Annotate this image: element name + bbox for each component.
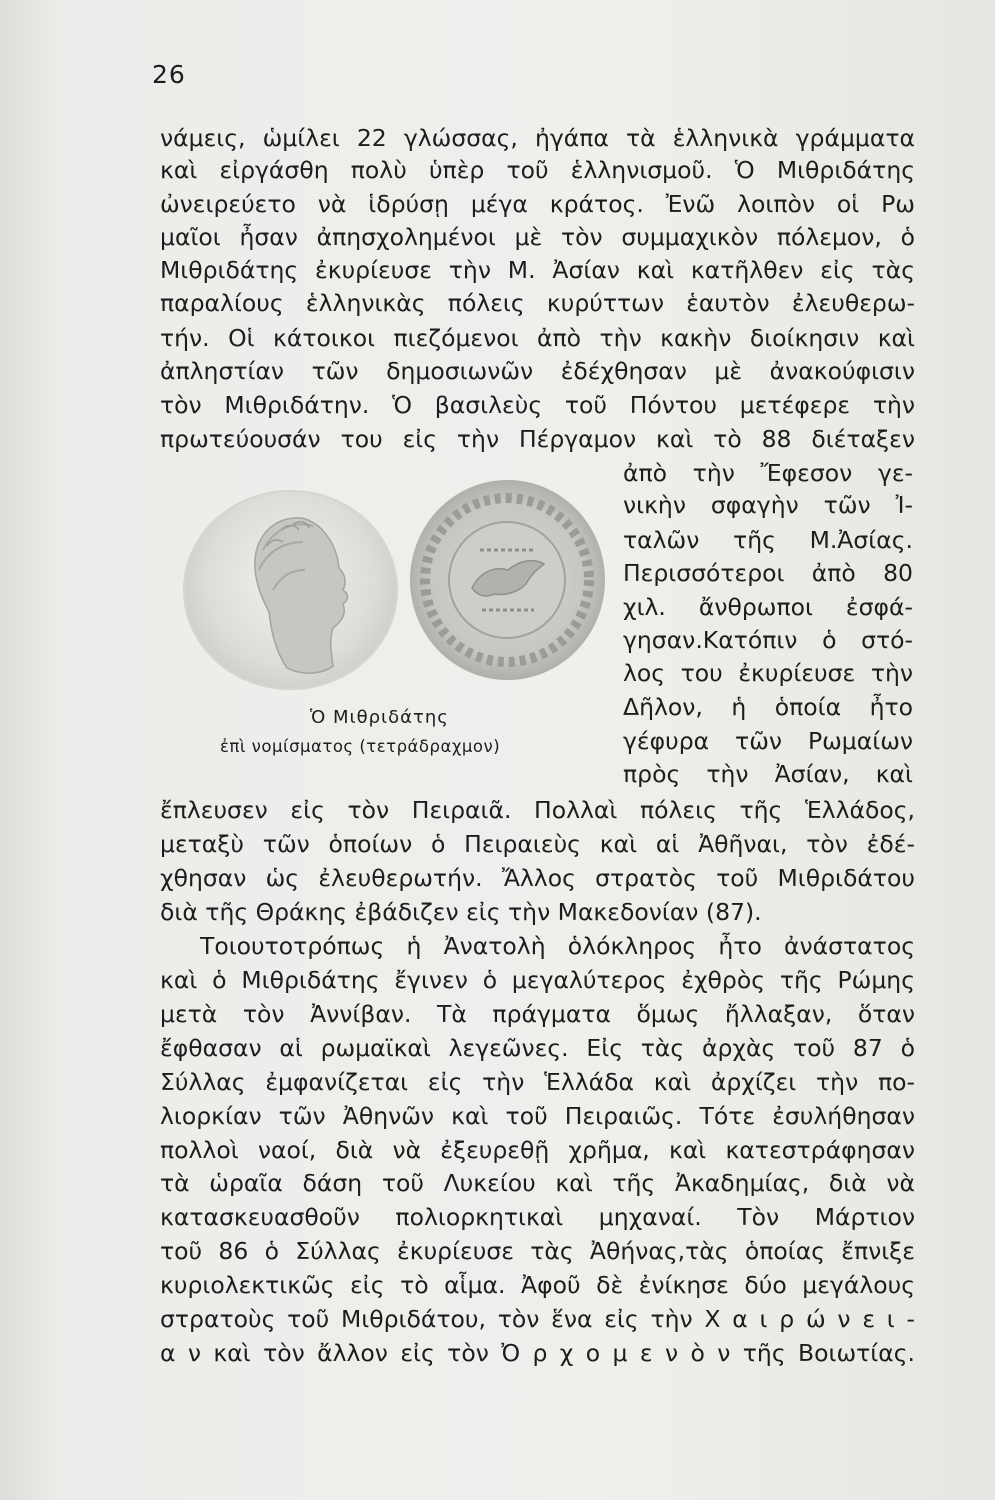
text-line: διὰ τῆς Θράκης ἐβάδιζεν εἰς τὴν Μακεδονίαν (87). bbox=[160, 898, 762, 926]
text-line: λος του ἐκυρίευσε τὴν bbox=[623, 659, 913, 687]
coin-portrait-icon bbox=[183, 490, 398, 690]
text-line: νάμεις, ὡμίλει 22 γλώσσας, ἠγάπα τὰ ἑλληνικὰ γράμματα bbox=[160, 124, 915, 152]
coin-reverse-pegasus-icon bbox=[410, 480, 605, 680]
text-line: τὸν Μιθριδάτην. Ὁ βασιλεὺς τοῦ Πόντου μετέφερε τὴν bbox=[160, 391, 915, 419]
text-line: κατασκευασθοῦν πολιορκητικαὶ μηχαναί. Τὸν Μάρτιον bbox=[160, 1203, 915, 1231]
text-line: μαῖοι ἦσαν ἀπησχολημένοι μὲ τὸν συμμαχικὸν πόλεμον, ὁ bbox=[160, 223, 915, 251]
text-line: ἔπλευσεν εἰς τὸν Πειραιᾶ. Πολλαὶ πόλεις τῆς Ἑλλάδος, bbox=[160, 796, 915, 824]
text-line: μεταξὺ τῶν ὁποίων ὁ Πειραιεὺς καὶ αἱ Ἀθῆναι, τὸν ἐδέ- bbox=[160, 830, 915, 858]
text-line: λιορκίαν τῶν Ἀθηνῶν καὶ τοῦ Πειραιῶς. Τότε ἐσυλήθησαν bbox=[160, 1102, 915, 1130]
text-line: καὶ εἰργάσθη πολὺ ὑπὲρ τοῦ ἑλληνισμοῦ. Ὁ Μιθριδάτης bbox=[160, 156, 915, 184]
text-line: Δῆλον, ἡ ὁποία ἦτο bbox=[623, 693, 913, 721]
text-line: ἀπὸ τὴν Ἔφεσον γε- bbox=[623, 459, 913, 487]
text-line: γησαν.Κατόπιν ὁ στό- bbox=[623, 626, 913, 654]
figure-caption-description: ἐπὶ νομίσματος (τετράδραχμον) bbox=[220, 737, 501, 756]
text-line: ἀπληστίαν τῶν δημοσιωνῶν ἐδέχθησαν μὲ ἀνακούφισιν bbox=[160, 357, 915, 385]
text-line: γέφυρα τῶν Ρωμαίων bbox=[623, 727, 913, 755]
text-line: πρωτεύουσάν του εἰς τὴν Πέργαμον καὶ τὸ 88 διέταξεν bbox=[160, 425, 915, 453]
text-line: Περισσότεροι ἀπὸ 80 bbox=[623, 559, 913, 587]
text-line: μετὰ τὸν Ἀννίβαν. Τὰ πράγματα ὅμως ἤλλαξαν, ὅταν bbox=[160, 1000, 915, 1028]
text-line: ἔφθασαν αἱ ρωμαϊκαὶ λεγεῶνες. Εἰς τὰς ἀρχὰς τοῦ 87 ὁ bbox=[160, 1034, 915, 1062]
text-line: παραλίους ἑλληνικὰς πόλεις κυρύττων ἑαυτὸν ἐλευθερω- bbox=[160, 289, 915, 317]
text-line: τὰ ὡραῖα δάση τοῦ Λυκείου καὶ τῆς Ἀκαδημίας, διὰ νὰ bbox=[160, 1169, 915, 1197]
text-line: α ν καὶ τὸν ἄλλον εἰς τὸν Ὀ ρ χ ο μ ε ν ὸ ν τῆς Βοιωτίας. bbox=[160, 1339, 915, 1367]
text-line: Σύλλας ἐμφανίζεται εἰς τὴν Ἑλλάδα καὶ ἀρχίζει τὴν πο- bbox=[160, 1068, 915, 1096]
page-number: 26 bbox=[152, 60, 186, 89]
text-line: καὶ ὁ Μιθριδάτης ἔγινεν ὁ μεγαλύτερος ἐχθρὸς τῆς Ρώμης bbox=[160, 966, 915, 994]
text-line: Μιθριδάτης ἐκυρίευσε τὴν Μ. Ἀσίαν καὶ κατῆλθεν εἰς τὰς bbox=[160, 256, 915, 284]
text-line: ταλῶν τῆς Μ.Ἀσίας. bbox=[623, 526, 913, 554]
text-line: χιλ. ἄνθρωποι ἐσφά- bbox=[623, 593, 913, 621]
text-line: χθησαν ὡς ἐλευθερωτήν. Ἄλλος στρατὸς τοῦ Μιθριδάτου bbox=[160, 864, 915, 892]
text-line: πρὸς τὴν Ἀσίαν, καὶ bbox=[623, 760, 913, 788]
figure-caption-name: Ὁ Μιθριδάτης bbox=[310, 707, 449, 728]
coin-figure bbox=[180, 470, 620, 800]
text-line: στρατοὺς τοῦ Μιθριδάτου, τὸν ἕνα εἰς τὴν Χ α ι ρ ώ ν ε ι - bbox=[160, 1305, 915, 1333]
text-line: τοῦ 86 ὁ Σύλλας ἐκυρίευσε τὰς Ἀθήνας,τὰς ὁποίας ἔπνιξε bbox=[160, 1237, 915, 1265]
text-line: ὠνειρεύετο νὰ ἱδρύσῃ μέγα κράτος. Ἐνῶ λοιπὸν οἱ Ρω bbox=[160, 190, 915, 218]
text-line: πολλοὶ ναοί, διὰ νὰ ἐξευρεθῇ χρῆμα, καὶ κατεστράφησαν bbox=[160, 1136, 915, 1164]
text-line: κυριολεκτικῶς εἰς τὸ αἷμα. Ἀφοῦ δὲ ἐνίκησε δύο μεγάλους bbox=[160, 1271, 915, 1299]
text-line: Τοιουτοτρόπως ἡ Ἀνατολὴ ὁλόκληρος ἦτο ἀνάστατος bbox=[200, 932, 915, 960]
text-line: τήν. Οἱ κάτοικοι πιεζόμενοι ἀπὸ τὴν κακὴν διοίκησιν καὶ bbox=[160, 324, 915, 352]
text-line: νικὴν σφαγὴν τῶν Ἰ- bbox=[623, 491, 913, 519]
